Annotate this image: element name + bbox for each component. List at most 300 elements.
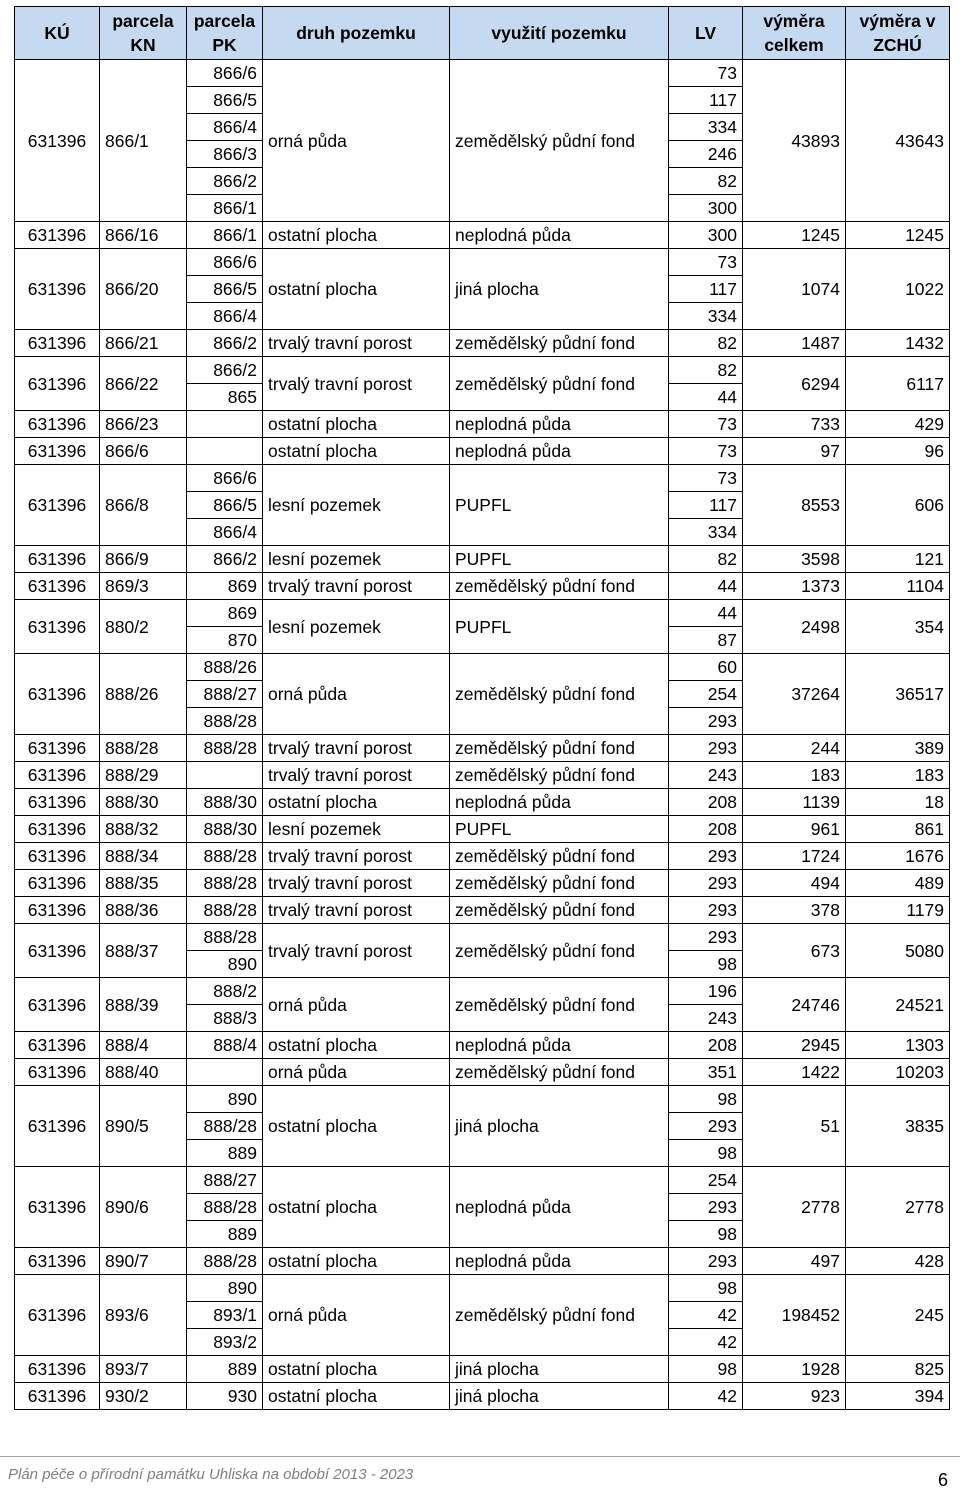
cell-parcela-kn: 866/21 [100, 330, 187, 357]
table-row [15, 1059, 950, 1086]
cell-vymera-celkem: 2778 [743, 1167, 846, 1248]
cell-vymera-zchu: 96 [846, 438, 950, 465]
cell-parcela-pk: 869 [187, 600, 263, 627]
cell-druh-pozemku: orná půda [263, 978, 450, 1032]
cell-druh-pozemku: ostatní plocha [263, 1032, 450, 1059]
cell-druh-pozemku: lesní pozemek [263, 600, 450, 654]
cell-ku: 631396 [15, 1248, 100, 1275]
cell-vymera-zchu: 5080 [846, 924, 950, 978]
cell-ku: 631396 [15, 60, 100, 222]
cell-parcela-pk: 890 [187, 1086, 263, 1113]
cell-vymera-zchu: 1104 [846, 573, 950, 600]
table-row [15, 1383, 950, 1410]
cell-lv: 42 [669, 1329, 743, 1356]
cell-parcela-kn: 888/32 [100, 816, 187, 843]
cell-ku: 631396 [15, 1167, 100, 1248]
cell-druh-pozemku: ostatní plocha [263, 1383, 450, 1410]
cell-parcela-pk: 889 [187, 1356, 263, 1383]
cell-vymera-celkem: 961 [743, 816, 846, 843]
cell-vymera-celkem: 923 [743, 1383, 846, 1410]
cell-vymera-zchu: 18 [846, 789, 950, 816]
cell-parcela-pk [187, 1059, 263, 1086]
cell-vymera-zchu: 6117 [846, 357, 950, 411]
cell-vymera-zchu: 1022 [846, 249, 950, 330]
cell-parcela-kn: 866/1 [100, 60, 187, 222]
cell-parcela-kn: 888/26 [100, 654, 187, 735]
cell-lv: 300 [669, 195, 743, 222]
cell-ku: 631396 [15, 1032, 100, 1059]
cell-lv: 117 [669, 87, 743, 114]
cell-lv: 44 [669, 600, 743, 627]
cell-vymera-celkem: 24746 [743, 978, 846, 1032]
table-row [15, 816, 950, 843]
cell-lv: 351 [669, 1059, 743, 1086]
cell-parcela-pk: 888/27 [187, 1167, 263, 1194]
cell-parcela-pk [187, 411, 263, 438]
cell-vymera-zchu: 1245 [846, 222, 950, 249]
cell-ku: 631396 [15, 1383, 100, 1410]
table-row [15, 735, 950, 762]
cell-vymera-zchu: 428 [846, 1248, 950, 1275]
cell-parcela-kn: 866/9 [100, 546, 187, 573]
cell-vymera-celkem: 497 [743, 1248, 846, 1275]
cell-vymera-celkem: 673 [743, 924, 846, 978]
table-header-row [15, 7, 950, 60]
cell-lv: 254 [669, 1167, 743, 1194]
cell-ku: 631396 [15, 600, 100, 654]
cell-vyuziti-pozemku: jiná plocha [450, 1383, 669, 1410]
cell-druh-pozemku: ostatní plocha [263, 438, 450, 465]
cell-vyuziti-pozemku: zemědělský půdní fond [450, 357, 669, 411]
cell-vyuziti-pozemku: zemědělský půdní fond [450, 1059, 669, 1086]
cell-druh-pozemku: orná půda [263, 654, 450, 735]
cell-ku: 631396 [15, 978, 100, 1032]
cell-vymera-celkem: 198452 [743, 1275, 846, 1356]
cell-vymera-zchu: 1432 [846, 330, 950, 357]
cell-parcela-kn: 888/39 [100, 978, 187, 1032]
cell-lv: 42 [669, 1383, 743, 1410]
cell-parcela-kn: 888/36 [100, 897, 187, 924]
cell-parcela-kn: 888/29 [100, 762, 187, 789]
cell-lv: 98 [669, 1086, 743, 1113]
cell-parcela-kn: 866/22 [100, 357, 187, 411]
cell-lv: 246 [669, 141, 743, 168]
cell-vyuziti-pozemku: neplodná půda [450, 411, 669, 438]
cell-lv: 73 [669, 438, 743, 465]
cell-parcela-kn: 880/2 [100, 600, 187, 654]
cell-vymera-zchu: 606 [846, 465, 950, 546]
cell-ku: 631396 [15, 411, 100, 438]
page-number: 6 [937, 1470, 948, 1490]
cell-lv: 98 [669, 1140, 743, 1167]
cell-druh-pozemku: lesní pozemek [263, 546, 450, 573]
cell-parcela-pk: 866/6 [187, 60, 263, 87]
cell-parcela-kn: 890/7 [100, 1248, 187, 1275]
table-row [15, 1032, 950, 1059]
cell-parcela-pk: 888/28 [187, 1194, 263, 1221]
cell-parcela-pk: 866/2 [187, 330, 263, 357]
cell-lv: 73 [669, 60, 743, 87]
table-row [15, 222, 950, 249]
cell-druh-pozemku: trvalý travní porost [263, 897, 450, 924]
cell-vymera-zchu: 354 [846, 600, 950, 654]
cell-ku: 631396 [15, 465, 100, 546]
cell-parcela-pk: 866/6 [187, 249, 263, 276]
cell-parcela-pk: 889 [187, 1140, 263, 1167]
cell-vymera-celkem: 37264 [743, 654, 846, 735]
cell-parcela-pk: 930 [187, 1383, 263, 1410]
cell-ku: 631396 [15, 1086, 100, 1167]
table-row [15, 1167, 950, 1194]
cell-vymera-celkem: 6294 [743, 357, 846, 411]
cell-lv: 293 [669, 1248, 743, 1275]
cell-ku: 631396 [15, 222, 100, 249]
parcel-table-container [14, 6, 950, 1410]
table-row [15, 1248, 950, 1275]
cell-vymera-zchu: 489 [846, 870, 950, 897]
cell-lv: 44 [669, 384, 743, 411]
cell-vyuziti-pozemku: jiná plocha [450, 1086, 669, 1167]
cell-lv: 60 [669, 654, 743, 681]
cell-parcela-pk: 888/28 [187, 897, 263, 924]
cell-parcela-pk: 866/5 [187, 87, 263, 114]
table-row [15, 60, 950, 87]
cell-vymera-zchu: 36517 [846, 654, 950, 735]
cell-vyuziti-pozemku: neplodná půda [450, 438, 669, 465]
cell-parcela-kn: 866/20 [100, 249, 187, 330]
cell-druh-pozemku: trvalý travní porost [263, 924, 450, 978]
table-row [15, 330, 950, 357]
cell-parcela-kn: 888/40 [100, 1059, 187, 1086]
cell-parcela-pk: 888/30 [187, 789, 263, 816]
cell-parcela-kn: 890/6 [100, 1167, 187, 1248]
cell-parcela-pk: 870 [187, 627, 263, 654]
cell-ku: 631396 [15, 249, 100, 330]
table-row [15, 1356, 950, 1383]
cell-parcela-kn: 930/2 [100, 1383, 187, 1410]
cell-vyuziti-pozemku: zemědělský půdní fond [450, 924, 669, 978]
cell-parcela-kn: 866/6 [100, 438, 187, 465]
cell-parcela-pk: 888/28 [187, 708, 263, 735]
cell-parcela-pk: 888/30 [187, 816, 263, 843]
cell-parcela-pk: 888/4 [187, 1032, 263, 1059]
cell-druh-pozemku: lesní pozemek [263, 465, 450, 546]
cell-vymera-zchu: 1179 [846, 897, 950, 924]
cell-lv: 293 [669, 1113, 743, 1140]
cell-vyuziti-pozemku: zemědělský půdní fond [450, 735, 669, 762]
cell-druh-pozemku: ostatní plocha [263, 1167, 450, 1248]
cell-parcela-kn: 869/3 [100, 573, 187, 600]
cell-vymera-celkem: 3598 [743, 546, 846, 573]
table-row [15, 924, 950, 951]
cell-lv: 117 [669, 492, 743, 519]
cell-ku: 631396 [15, 924, 100, 978]
cell-ku: 631396 [15, 573, 100, 600]
cell-druh-pozemku: ostatní plocha [263, 411, 450, 438]
table-row [15, 870, 950, 897]
cell-lv: 82 [669, 168, 743, 195]
cell-vymera-celkem: 2945 [743, 1032, 846, 1059]
cell-vymera-zchu: 24521 [846, 978, 950, 1032]
cell-vymera-zchu: 825 [846, 1356, 950, 1383]
cell-druh-pozemku: ostatní plocha [263, 1086, 450, 1167]
cell-lv: 293 [669, 1194, 743, 1221]
cell-parcela-pk: 866/6 [187, 465, 263, 492]
cell-vymera-celkem: 8553 [743, 465, 846, 546]
table-row [15, 978, 950, 1005]
cell-druh-pozemku: ostatní plocha [263, 1248, 450, 1275]
cell-parcela-kn: 888/37 [100, 924, 187, 978]
footer-title: Plán péče o přírodní památku Uhliska na období 2013 - 2023 [8, 1466, 414, 1483]
cell-lv: 293 [669, 870, 743, 897]
cell-parcela-pk: 888/28 [187, 1248, 263, 1275]
cell-vymera-celkem: 1487 [743, 330, 846, 357]
cell-parcela-pk: 890 [187, 951, 263, 978]
cell-vymera-celkem: 733 [743, 411, 846, 438]
cell-vymera-zchu: 861 [846, 816, 950, 843]
cell-vyuziti-pozemku: neplodná půda [450, 789, 669, 816]
table-row [15, 1086, 950, 1113]
cell-vymera-celkem: 1139 [743, 789, 846, 816]
cell-ku: 631396 [15, 438, 100, 465]
cell-vymera-zchu: 2778 [846, 1167, 950, 1248]
cell-parcela-pk: 866/4 [187, 519, 263, 546]
cell-vymera-celkem: 1074 [743, 249, 846, 330]
table-row [15, 438, 950, 465]
cell-lv: 42 [669, 1302, 743, 1329]
cell-parcela-pk: 888/26 [187, 654, 263, 681]
cell-lv: 300 [669, 222, 743, 249]
table-body [15, 60, 950, 1410]
cell-parcela-pk: 893/1 [187, 1302, 263, 1329]
header-druh-pozemku: druh pozemku [263, 7, 450, 60]
cell-vymera-zchu: 43643 [846, 60, 950, 222]
header-vyuziti-pozemku: využití pozemku [450, 7, 669, 60]
cell-vyuziti-pozemku: neplodná půda [450, 1248, 669, 1275]
cell-vymera-celkem: 97 [743, 438, 846, 465]
cell-druh-pozemku: trvalý travní porost [263, 870, 450, 897]
parcel-table [14, 6, 950, 1410]
cell-vyuziti-pozemku: zemědělský půdní fond [450, 1275, 669, 1356]
cell-ku: 631396 [15, 762, 100, 789]
cell-parcela-pk: 866/4 [187, 114, 263, 141]
cell-ku: 631396 [15, 1356, 100, 1383]
cell-lv: 73 [669, 465, 743, 492]
cell-parcela-pk: 866/4 [187, 303, 263, 330]
cell-parcela-pk: 866/2 [187, 168, 263, 195]
cell-lv: 98 [669, 1275, 743, 1302]
header-parcela-pk: parcela PK [187, 7, 263, 60]
cell-lv: 254 [669, 681, 743, 708]
cell-druh-pozemku: trvalý travní porost [263, 330, 450, 357]
cell-vyuziti-pozemku: neplodná půda [450, 222, 669, 249]
cell-parcela-pk: 888/2 [187, 978, 263, 1005]
cell-parcela-kn: 866/23 [100, 411, 187, 438]
table-row [15, 546, 950, 573]
cell-vyuziti-pozemku: jiná plocha [450, 1356, 669, 1383]
header-ku: KÚ [15, 7, 100, 60]
cell-vyuziti-pozemku: zemědělský půdní fond [450, 897, 669, 924]
cell-parcela-kn: 888/28 [100, 735, 187, 762]
cell-lv: 243 [669, 1005, 743, 1032]
cell-vymera-zchu: 1303 [846, 1032, 950, 1059]
table-row [15, 843, 950, 870]
cell-lv: 293 [669, 843, 743, 870]
cell-vymera-celkem: 51 [743, 1086, 846, 1167]
cell-lv: 98 [669, 1221, 743, 1248]
cell-vymera-celkem: 183 [743, 762, 846, 789]
cell-druh-pozemku: trvalý travní porost [263, 762, 450, 789]
cell-vymera-zchu: 183 [846, 762, 950, 789]
cell-vymera-celkem: 2498 [743, 600, 846, 654]
cell-vyuziti-pozemku: zemědělský půdní fond [450, 330, 669, 357]
cell-lv: 73 [669, 249, 743, 276]
cell-parcela-pk: 866/2 [187, 546, 263, 573]
table-row [15, 357, 950, 384]
cell-lv: 87 [669, 627, 743, 654]
cell-vyuziti-pozemku: zemědělský půdní fond [450, 978, 669, 1032]
table-row [15, 789, 950, 816]
cell-ku: 631396 [15, 843, 100, 870]
cell-parcela-pk: 888/3 [187, 1005, 263, 1032]
cell-ku: 631396 [15, 789, 100, 816]
cell-vyuziti-pozemku: PUPFL [450, 816, 669, 843]
cell-vymera-zchu: 3835 [846, 1086, 950, 1167]
cell-vyuziti-pozemku: neplodná půda [450, 1032, 669, 1059]
table-row [15, 762, 950, 789]
cell-lv: 293 [669, 708, 743, 735]
cell-parcela-kn: 866/16 [100, 222, 187, 249]
cell-druh-pozemku: trvalý travní porost [263, 735, 450, 762]
header-parcela-kn: parcela KN [100, 7, 187, 60]
header-vymera-celkem: výměra celkem [743, 7, 846, 60]
cell-parcela-pk: 889 [187, 1221, 263, 1248]
cell-parcela-pk: 866/3 [187, 141, 263, 168]
cell-druh-pozemku: lesní pozemek [263, 816, 450, 843]
cell-druh-pozemku: ostatní plocha [263, 249, 450, 330]
cell-ku: 631396 [15, 330, 100, 357]
cell-vymera-celkem: 1422 [743, 1059, 846, 1086]
cell-vymera-celkem: 1245 [743, 222, 846, 249]
cell-parcela-pk: 865 [187, 384, 263, 411]
cell-ku: 631396 [15, 1059, 100, 1086]
cell-lv: 334 [669, 114, 743, 141]
table-row [15, 897, 950, 924]
footer-divider [0, 1456, 960, 1457]
cell-vyuziti-pozemku: neplodná půda [450, 1167, 669, 1248]
cell-parcela-kn: 893/7 [100, 1356, 187, 1383]
cell-lv: 208 [669, 816, 743, 843]
cell-vyuziti-pozemku: zemědělský půdní fond [450, 762, 669, 789]
cell-vymera-zchu: 245 [846, 1275, 950, 1356]
cell-parcela-kn: 888/30 [100, 789, 187, 816]
cell-ku: 631396 [15, 735, 100, 762]
cell-parcela-kn: 888/35 [100, 870, 187, 897]
cell-druh-pozemku: orná půda [263, 60, 450, 222]
cell-parcela-kn: 888/4 [100, 1032, 187, 1059]
cell-parcela-kn: 888/34 [100, 843, 187, 870]
cell-vymera-celkem: 1724 [743, 843, 846, 870]
cell-vymera-celkem: 378 [743, 897, 846, 924]
cell-lv: 82 [669, 330, 743, 357]
cell-druh-pozemku: ostatní plocha [263, 222, 450, 249]
cell-ku: 631396 [15, 870, 100, 897]
cell-parcela-kn: 893/6 [100, 1275, 187, 1356]
cell-parcela-pk: 888/28 [187, 924, 263, 951]
cell-ku: 631396 [15, 816, 100, 843]
cell-parcela-pk: 866/5 [187, 276, 263, 303]
cell-lv: 208 [669, 789, 743, 816]
table-row [15, 573, 950, 600]
cell-lv: 208 [669, 1032, 743, 1059]
cell-vymera-zchu: 429 [846, 411, 950, 438]
cell-druh-pozemku: trvalý travní porost [263, 573, 450, 600]
cell-vyuziti-pozemku: zemědělský půdní fond [450, 654, 669, 735]
cell-parcela-pk: 866/1 [187, 222, 263, 249]
cell-lv: 82 [669, 546, 743, 573]
cell-ku: 631396 [15, 546, 100, 573]
cell-lv: 98 [669, 951, 743, 978]
cell-parcela-pk [187, 762, 263, 789]
cell-vyuziti-pozemku: jiná plocha [450, 249, 669, 330]
cell-ku: 631396 [15, 357, 100, 411]
cell-vyuziti-pozemku: PUPFL [450, 546, 669, 573]
cell-parcela-pk: 888/28 [187, 870, 263, 897]
cell-ku: 631396 [15, 1275, 100, 1356]
cell-ku: 631396 [15, 654, 100, 735]
cell-vymera-celkem: 1928 [743, 1356, 846, 1383]
cell-druh-pozemku: trvalý travní porost [263, 357, 450, 411]
cell-parcela-pk: 888/27 [187, 681, 263, 708]
cell-druh-pozemku: orná půda [263, 1059, 450, 1086]
cell-lv: 73 [669, 411, 743, 438]
table-row [15, 600, 950, 627]
cell-parcela-pk: 888/28 [187, 1113, 263, 1140]
cell-vymera-zchu: 394 [846, 1383, 950, 1410]
cell-vyuziti-pozemku: zemědělský půdní fond [450, 60, 669, 222]
table-row [15, 411, 950, 438]
cell-lv: 196 [669, 978, 743, 1005]
cell-lv: 44 [669, 573, 743, 600]
table-row [15, 465, 950, 492]
cell-parcela-pk: 866/2 [187, 357, 263, 384]
table-row [15, 654, 950, 681]
cell-parcela-pk: 890 [187, 1275, 263, 1302]
cell-vymera-celkem: 494 [743, 870, 846, 897]
cell-druh-pozemku: trvalý travní porost [263, 843, 450, 870]
cell-parcela-pk [187, 438, 263, 465]
cell-vyuziti-pozemku: zemědělský půdní fond [450, 843, 669, 870]
cell-druh-pozemku: ostatní plocha [263, 789, 450, 816]
cell-lv: 293 [669, 897, 743, 924]
cell-vyuziti-pozemku: PUPFL [450, 600, 669, 654]
cell-parcela-kn: 890/5 [100, 1086, 187, 1167]
cell-lv: 82 [669, 357, 743, 384]
cell-parcela-pk: 866/5 [187, 492, 263, 519]
cell-parcela-pk: 866/1 [187, 195, 263, 222]
cell-druh-pozemku: orná půda [263, 1275, 450, 1356]
cell-parcela-pk: 888/28 [187, 735, 263, 762]
cell-lv: 334 [669, 519, 743, 546]
header-vymera-zchu: výměra v ZCHÚ [846, 7, 950, 60]
cell-vymera-celkem: 1373 [743, 573, 846, 600]
cell-lv: 243 [669, 762, 743, 789]
cell-vymera-celkem: 244 [743, 735, 846, 762]
cell-parcela-kn: 866/8 [100, 465, 187, 546]
cell-vyuziti-pozemku: zemědělský půdní fond [450, 870, 669, 897]
cell-parcela-pk: 893/2 [187, 1329, 263, 1356]
cell-lv: 293 [669, 924, 743, 951]
